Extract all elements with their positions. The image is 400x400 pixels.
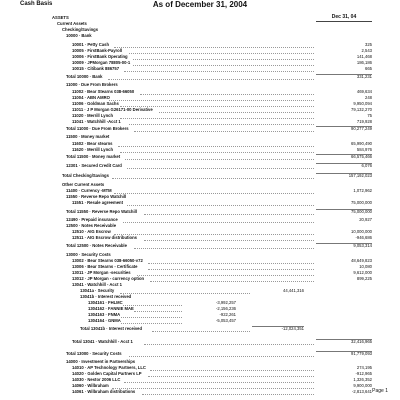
row-label: 11006 · Goldman Sachs xyxy=(72,101,119,106)
row-label: Total 12500 · Notes Receivable xyxy=(66,243,127,248)
row-label: 12301 · Secured Credit Card xyxy=(66,163,122,168)
row-amount: 10,080 xyxy=(359,264,372,269)
row-amount: -912,965 xyxy=(355,371,372,376)
account-row xyxy=(0,200,400,206)
account-row xyxy=(0,147,400,153)
account-row xyxy=(0,318,400,324)
subtotal-rule xyxy=(316,209,372,210)
total-row xyxy=(0,351,400,357)
row-label: 13041b · Interest received xyxy=(80,294,132,299)
row-label: 11551 · Resale agreement xyxy=(72,200,123,205)
leader-dots xyxy=(142,394,314,395)
total-row xyxy=(0,209,400,215)
row-amount: 75 xyxy=(367,113,372,118)
leader-dots xyxy=(127,168,314,169)
row-label: 11500 · Money market xyxy=(66,134,110,139)
subtotal-rule xyxy=(316,173,372,174)
row-amount: -3,992,257 xyxy=(215,300,236,305)
row-amount: 186,186 xyxy=(356,60,372,65)
row-amount: -2,813,641 xyxy=(351,389,372,394)
subtotal-rule xyxy=(316,74,372,75)
row-amount: 2,543 xyxy=(361,48,372,53)
total-row xyxy=(0,126,400,132)
leader-dots xyxy=(121,323,182,324)
account-row xyxy=(0,235,400,241)
leader-dots xyxy=(112,178,314,179)
row-label: 1304161 · FHLMC xyxy=(88,300,123,305)
section-row xyxy=(0,33,400,39)
row-label: 12511 · AIG Escrow distributions xyxy=(72,235,138,240)
row-label: 11002 · Bear Stearns 038-66050 xyxy=(72,89,135,94)
leader-dots xyxy=(144,214,314,215)
total-row xyxy=(0,163,400,169)
account-row xyxy=(0,389,400,395)
row-amount: 469,634 xyxy=(356,89,372,94)
row-label: 1304162 · FANNIE MAE xyxy=(88,306,134,311)
leader-dots xyxy=(144,240,314,241)
row-amount: -922,261 xyxy=(219,312,236,317)
row-label: Total Checking/Savings xyxy=(62,173,109,178)
total-row xyxy=(0,243,400,249)
row-label: Total 11500 · Money market xyxy=(66,154,121,159)
leader-dots xyxy=(129,356,314,357)
section-row xyxy=(0,134,400,140)
row-amount: 90,277,249 xyxy=(351,126,372,131)
row-label: 10009 · JPMorgan 78805-00-1 xyxy=(72,60,131,65)
row-amount: 6,076 xyxy=(361,163,372,168)
row-label: 13000 · Security Costs xyxy=(66,252,111,257)
row-label: 11041 · Watchhill -Acct 1 xyxy=(72,119,121,124)
section-row xyxy=(0,82,400,88)
page-number: Page 1 xyxy=(372,388,388,394)
row-label: 11020 · Merrill Lynch xyxy=(72,113,114,118)
row-amount: 75,000,000 xyxy=(351,200,372,205)
row-amount: -2,156,236 xyxy=(215,306,236,311)
row-label: 10015 · Citibank 886757 xyxy=(72,66,120,71)
row-amount: 48,649,823 xyxy=(351,258,372,263)
row-amount: -12,024,351 xyxy=(281,326,304,331)
row-label: 11004 · ABN AMRO xyxy=(72,95,110,100)
leader-dots xyxy=(144,344,314,345)
leader-dots xyxy=(124,71,314,72)
row-amount: 20,927 xyxy=(359,217,372,222)
row-label: 10006 · FirstBank Operating xyxy=(72,54,128,59)
row-amount: 9,053,314 xyxy=(353,243,372,248)
total-row xyxy=(0,173,400,179)
leader-dots xyxy=(129,124,314,125)
row-label: 13006 · Bear Stearns - Certificate xyxy=(72,264,138,269)
row-label: 13002 · Bear Stearns 038-66050-v72 xyxy=(72,258,143,263)
row-amount: 141,468 xyxy=(356,54,372,59)
subtotal-rule xyxy=(316,243,372,244)
row-amount: 248 xyxy=(365,95,372,100)
row-label: Current Assets xyxy=(57,21,87,26)
row-label: 12490 · Prepaid insurance xyxy=(66,217,118,222)
subtotal-rule xyxy=(316,339,372,340)
row-amount: 32,416,965 xyxy=(351,339,372,344)
subtotal-rule xyxy=(316,351,372,352)
row-label: 14030 · Nestor 2006 LLC xyxy=(72,377,121,382)
total-row xyxy=(0,74,400,80)
row-label: 11011 · J P Morgan G26171-00 Derivative xyxy=(72,107,153,112)
row-label: 1304163 · FNMA xyxy=(88,312,121,317)
leader-dots xyxy=(152,331,250,332)
row-amount: 65,990,490 xyxy=(351,141,372,146)
report-title: As of December 31, 2004 xyxy=(152,0,248,9)
row-label: Total 11000 · Due From Brokers xyxy=(66,126,129,131)
row-amount: 66,575,466 xyxy=(351,154,372,159)
account-row xyxy=(0,66,400,72)
row-label: 10005 · FirstBank-Payroll xyxy=(72,48,123,53)
subtotal-rule xyxy=(316,163,372,164)
leader-dots xyxy=(108,79,314,80)
row-label: 14000 · Investment in Partnerships xyxy=(66,359,136,364)
report-basis: Cash Basis xyxy=(20,1,53,7)
total-row xyxy=(0,326,400,332)
leader-dots xyxy=(127,205,314,206)
leader-dots xyxy=(125,159,314,160)
column-header: Dec 31, 04 xyxy=(331,14,357,20)
row-label: Total 13000 · Security Costs xyxy=(66,351,122,356)
account-row xyxy=(0,119,400,125)
row-label: 10000 · Bank xyxy=(66,33,92,38)
row-amount: 1,072,962 xyxy=(353,188,372,193)
row-label: 11400 · Currency -MTM xyxy=(66,188,112,193)
row-label: Total 13041b · Interest received xyxy=(80,326,143,331)
row-amount: 9,900,000 xyxy=(353,383,372,388)
leader-dots xyxy=(120,152,314,153)
row-label: Total 10000 · Bank xyxy=(66,74,103,79)
subtotal-rule xyxy=(252,326,304,327)
row-amount: 44,441,316 xyxy=(283,288,304,293)
row-label: Other Current Assets xyxy=(62,182,105,187)
row-label: 13011 · JP Morgan -securities xyxy=(72,270,131,275)
row-amount: 75,000,000 xyxy=(351,209,372,214)
row-amount: 274,195 xyxy=(356,365,372,370)
leader-dots xyxy=(134,131,315,132)
row-label: 13041a · Security xyxy=(80,288,115,293)
row-amount: 584,976 xyxy=(356,147,372,152)
row-label: 12510 · AIG Escrow xyxy=(72,229,111,234)
row-label: Checking/Savings xyxy=(62,27,99,32)
row-amount: 665 xyxy=(365,66,372,71)
row-amount: 9,950,094 xyxy=(353,101,372,106)
row-label: 14061 · Wilbraham distributions xyxy=(72,389,136,394)
row-amount: 91,779,093 xyxy=(351,351,372,356)
row-amount: 79,132,270 xyxy=(351,107,372,112)
row-amount: 899,225 xyxy=(356,276,372,281)
row-label: 11602 · Bear stearns xyxy=(72,141,113,146)
leader-dots xyxy=(134,248,315,249)
subtotal-rule xyxy=(316,154,372,155)
row-amount: 9,612,000 xyxy=(353,270,372,275)
row-label: 14020 · Golden Capital Partners LP xyxy=(72,371,142,376)
row-amount: 1,326,352 xyxy=(353,377,372,382)
row-amount: 331,231 xyxy=(356,74,372,79)
subtotal-rule xyxy=(316,126,372,127)
row-amount: -5,053,457 xyxy=(215,318,236,323)
total-row xyxy=(0,154,400,160)
row-label: 14010 · AP Technology Partners, LLC xyxy=(72,365,146,370)
row-label: 13041 · Watchhill - Acct 1 xyxy=(72,282,122,287)
row-label: 1304164 · GNMA xyxy=(88,318,121,323)
row-label: 13012 · JP Morgan - currency option xyxy=(72,276,145,281)
row-label: Total 13041 · Watchhill - Acct 1 xyxy=(72,339,133,344)
row-label: 12500 · Notes Receivable xyxy=(66,223,117,228)
total-row xyxy=(0,339,400,345)
row-label: 11550 · Reverse Repo Watchill xyxy=(66,194,127,199)
row-amount: 10,000,000 xyxy=(351,229,372,234)
row-label: 11620 · Merrill Lynch xyxy=(72,147,114,152)
row-amount: -946,686 xyxy=(355,235,372,240)
row-amount: 719,928 xyxy=(356,119,372,124)
row-label: ASSETS xyxy=(52,15,69,20)
row-label: 11000 · Due From Brokers xyxy=(66,82,118,87)
row-label: 10001 · Petty Cash xyxy=(72,42,110,47)
row-label: Total 11550 · Reverse Repo Watchill xyxy=(66,209,137,214)
row-amount: 157,192,023 xyxy=(348,173,372,178)
row-label: 14060 · Wilbraham xyxy=(72,383,109,388)
row-amount: 325 xyxy=(365,42,372,47)
